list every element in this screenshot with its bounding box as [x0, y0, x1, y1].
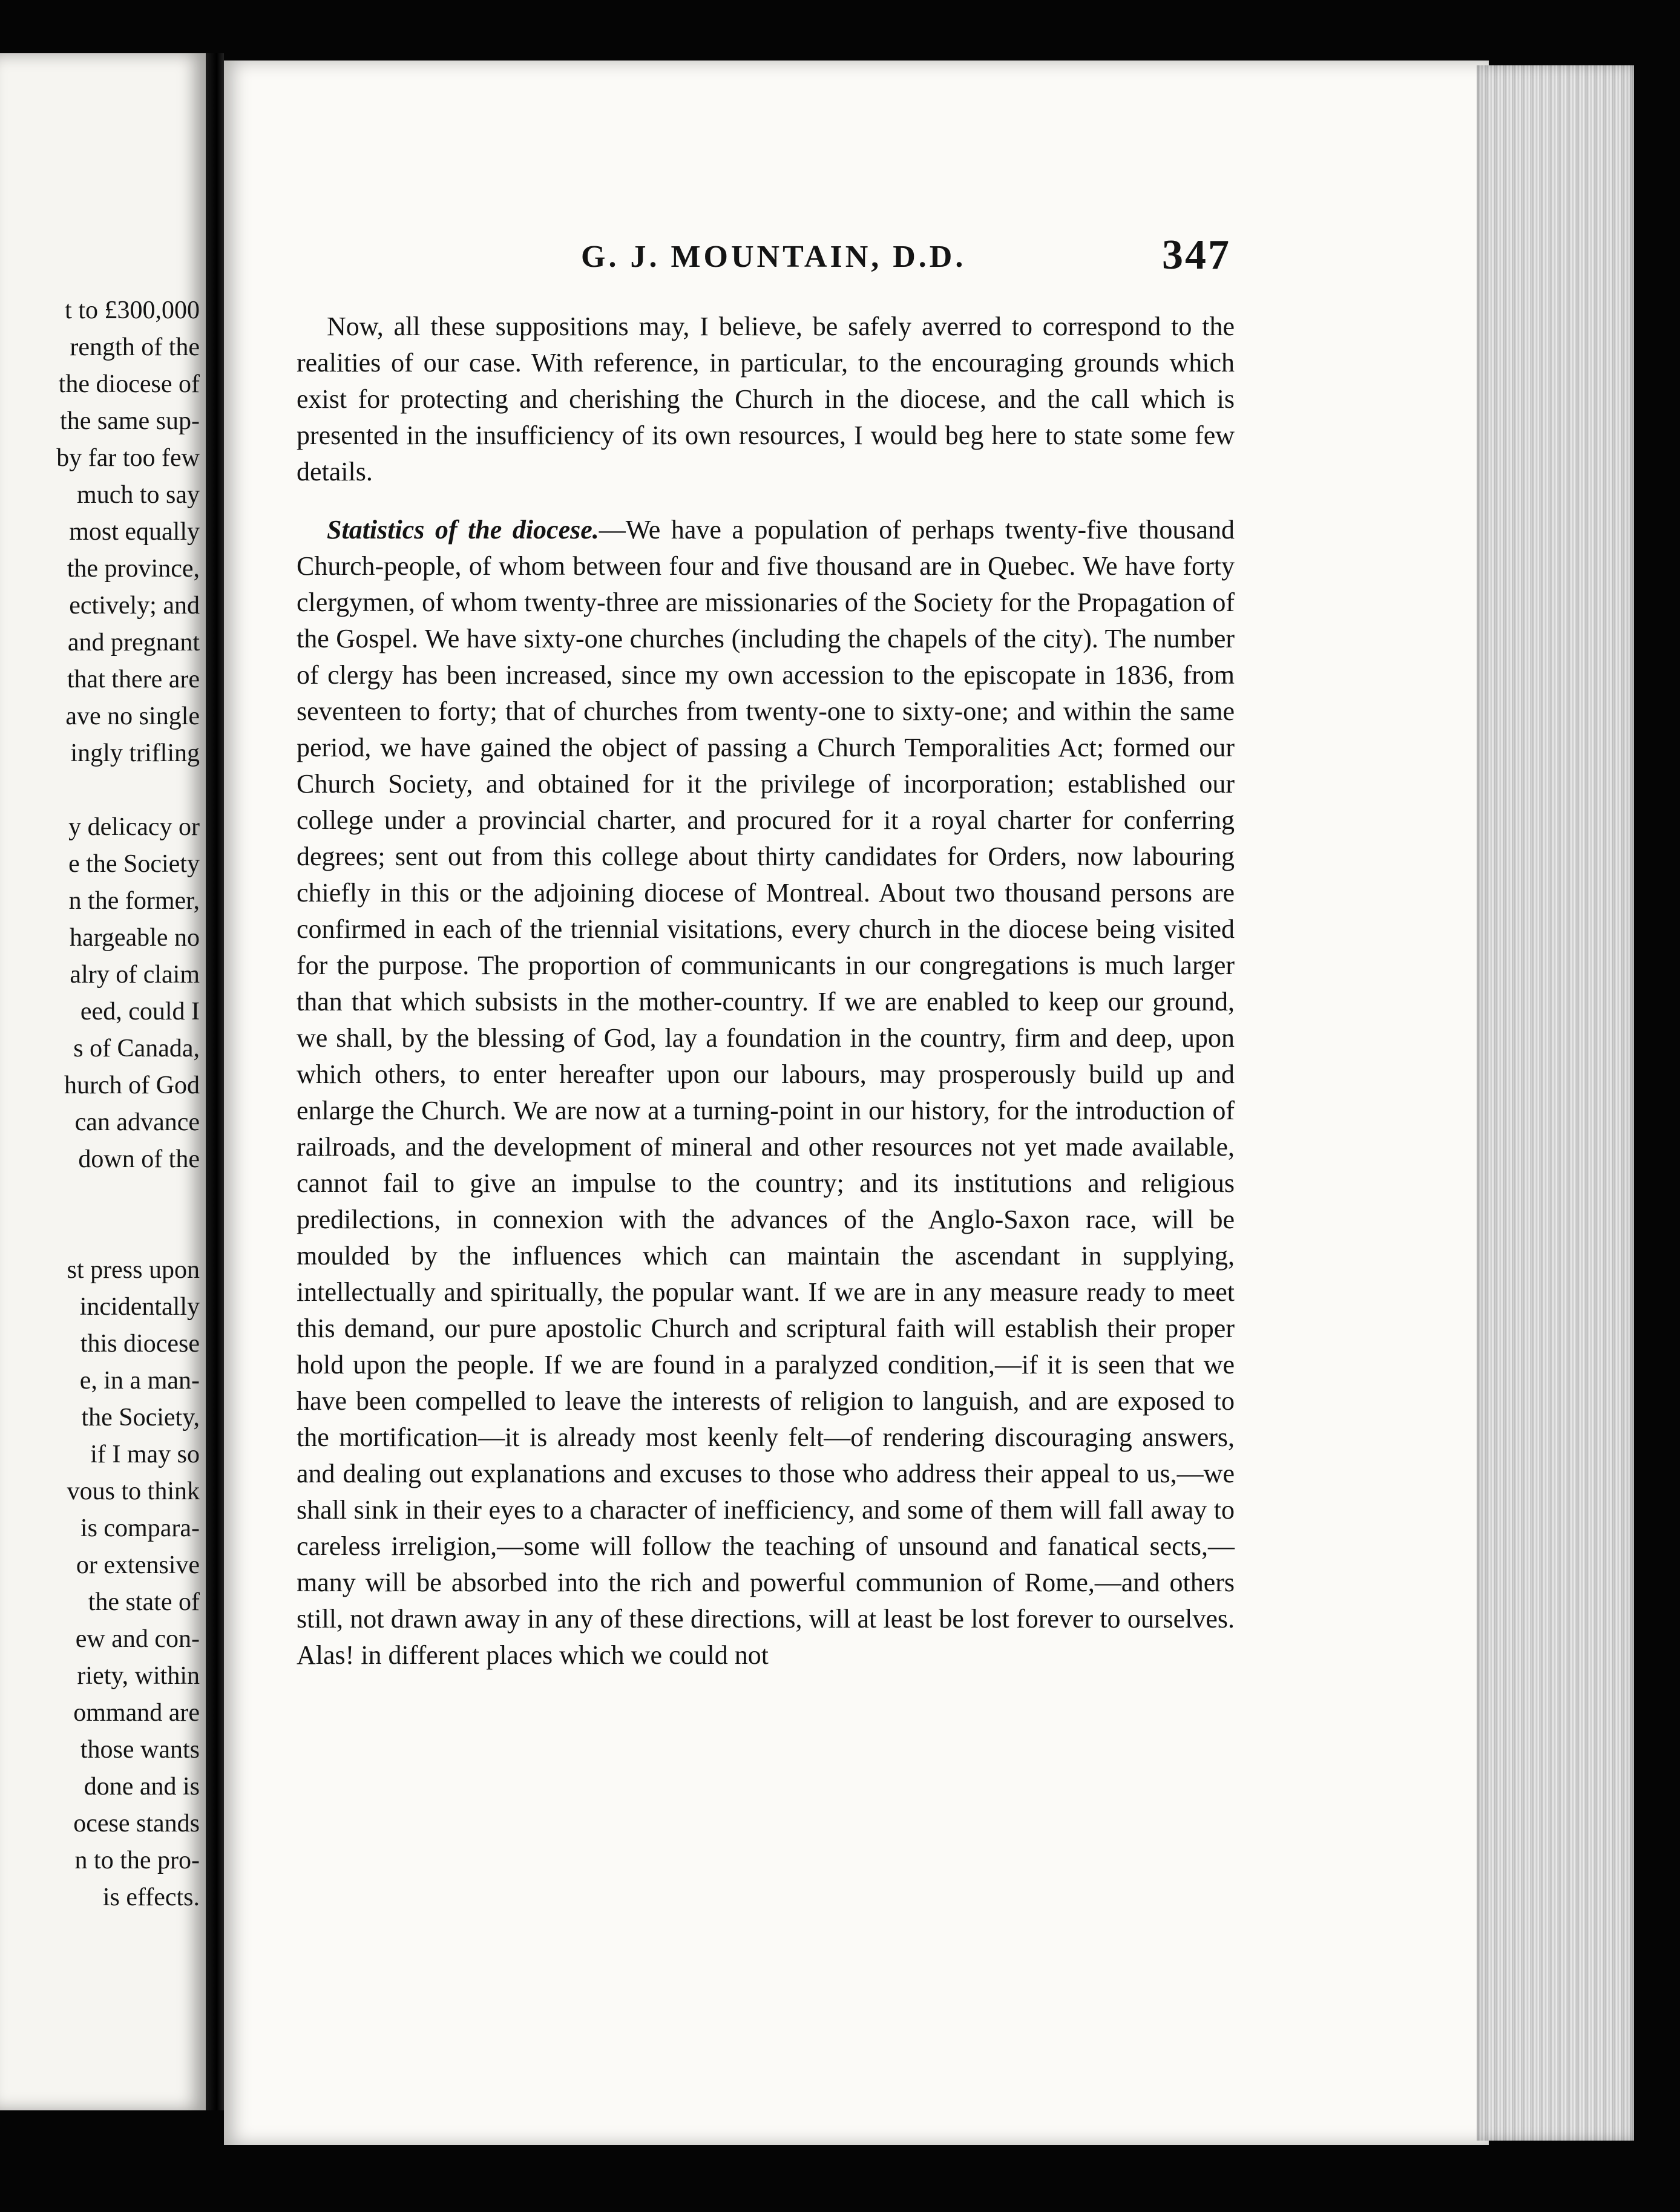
- facing-page-line: done and is: [84, 1773, 200, 1801]
- page-edges: [1477, 65, 1634, 2141]
- facing-page-line: ew and con-: [75, 1625, 200, 1653]
- facing-page-line: st press upon: [67, 1256, 200, 1284]
- facing-page-line: vous to think: [67, 1477, 200, 1505]
- facing-page-line: ave no single: [65, 702, 200, 730]
- facing-page-line: rength of the: [70, 333, 200, 361]
- facing-page-line: hargeable no: [70, 924, 200, 952]
- facing-page-line: [0, 1215, 200, 1252]
- facing-page-line: by far too few: [56, 444, 200, 472]
- paragraph: [297, 512, 1235, 1674]
- facing-page-line: e, in a man-: [79, 1367, 200, 1395]
- facing-page-line: the diocese of: [58, 370, 200, 398]
- paragraph-text: —We have a population of perhaps twenty-five thousand Church-people, of whom between four and five thousand are in Quebec. We have forty clergymen, of whom twenty-three are missionaries of the Society for the Propagation of the Gospel. We have sixty-one churches (including the chapels of the city). The number of clergy has been increased, since my own accession to the episcopate in 1836, from seventeen to forty; that of churches from twenty-one to sixty-one; and within the same period, we have gained the object of passing a Church Temporalities Act; formed our Church Society, and obtained for it the privilege of incorporation; established our college under a provincial charter, and procured for it a royal charter for conferring degrees; sent out from this college about thirty candidates for Orders, now labouring chiefly in this or the adjoining diocese of Montreal. About two thousand persons are confirmed in each of the triennial visitations, every church in the diocese being visited for the purpose. The proportion of communicants in our congregations is much larger than that which subsists in the mother-country. If we are enabled to keep our ground, we shall, by the blessing of God, lay a foundation in the country, firm and deep, upon which others, to enter hereafter upon our labours, may prosperously build up and enlarge the Church. We are now at a turning-point in our history, for the introduction of railroads, and the development of mineral and other resources not yet made available, cannot fail to give an impulse to the country; and its institutions and religious predilections, in connexion with the advances of the Anglo-Saxon race, will be moulded by the influences which can maintain the ascendant in supplying, intellectually and spiritually, the popular want. If we are in any measure ready to meet this demand, our pure apostolic Church and scriptural faith will establish their proper hold upon the people. If we are found in a paralyzed condition,—if it is seen that we have been compelled to leave the interests of religion to languish, and are exposed to the mortification—it is already most keenly felt—of rendering discouraging answers, and dealing out explanations and excuses to those who address their appeal to us,—we shall sink in their eyes to a character of inefficiency, and some of them will fall away to careless irreligion,—some will follow the teaching of unsound and fanatical sects,—many will be absorbed into the rich and powerful communion of Rome,—and others still, not drawn away in any of these directions, will at least be lost forever to ourselves. Alas! in different places which we could not: [297, 515, 1235, 1670]
- facing-page-line: most equally: [69, 518, 200, 546]
- running-head: G. J. MOUNTAIN, D.D.: [581, 240, 966, 274]
- facing-page-line: can advance: [74, 1108, 200, 1136]
- facing-page-line: n the former,: [68, 887, 200, 915]
- facing-page-line: if I may so: [90, 1441, 200, 1468]
- facing-page-line: [0, 772, 200, 809]
- facing-page-line: ectively; and: [69, 592, 200, 620]
- facing-page-line: ocese stands: [73, 1810, 200, 1837]
- facing-page-line: hurch of God: [64, 1072, 200, 1099]
- facing-page-line: those wants: [80, 1736, 200, 1764]
- facing-page: [0, 53, 206, 2110]
- section-heading: Statistics of the diocese.: [327, 515, 599, 545]
- facing-page-line: incidentally: [79, 1293, 200, 1321]
- facing-page-line: y delicacy or: [68, 813, 200, 841]
- facing-page-line: n to the pro-: [74, 1847, 200, 1874]
- facing-page-line: much to say: [77, 481, 200, 509]
- facing-page-line: this diocese: [80, 1330, 200, 1358]
- facing-page-line: ingly trifling: [70, 739, 200, 767]
- book-gutter: [206, 53, 224, 2110]
- facing-page-line: the state of: [88, 1588, 200, 1616]
- facing-page-line: the province,: [67, 555, 200, 583]
- facing-page-line: is compara-: [80, 1514, 200, 1542]
- facing-page-line: is effects.: [102, 1883, 200, 1911]
- facing-page-line: riety, within: [77, 1662, 200, 1690]
- body-text: [297, 309, 1235, 1674]
- facing-page-line: alry of claim: [70, 961, 200, 989]
- facing-page-line: [0, 1178, 200, 1215]
- facing-page-line: and pregnant: [67, 629, 200, 656]
- paragraph: Now, all these suppositions may, I believe, be safely averred to correspond to the realities of our case. With reference, in particular, to the encouraging grounds which exist for protecting and cherishing the Church in the diocese, and the call which is presented in the insufficiency of its own resources, I would beg here to state some few details.: [297, 312, 1235, 486]
- facing-page-line: s of Canada,: [73, 1035, 200, 1062]
- facing-page-line: the Society,: [81, 1404, 200, 1432]
- facing-page-line: e the Society: [68, 850, 200, 878]
- facing-page-line: t to £300,000: [65, 296, 200, 324]
- facing-page-line: the same sup-: [60, 407, 200, 435]
- page-number: 347: [1162, 232, 1231, 278]
- facing-page-line: or extensive: [76, 1551, 200, 1579]
- facing-page-line: eed, could I: [80, 998, 200, 1026]
- facing-page-line: down of the: [78, 1145, 200, 1173]
- facing-page-text: [0, 292, 200, 1916]
- facing-page-line: ommand are: [73, 1699, 200, 1727]
- facing-page-line: that there are: [67, 666, 200, 693]
